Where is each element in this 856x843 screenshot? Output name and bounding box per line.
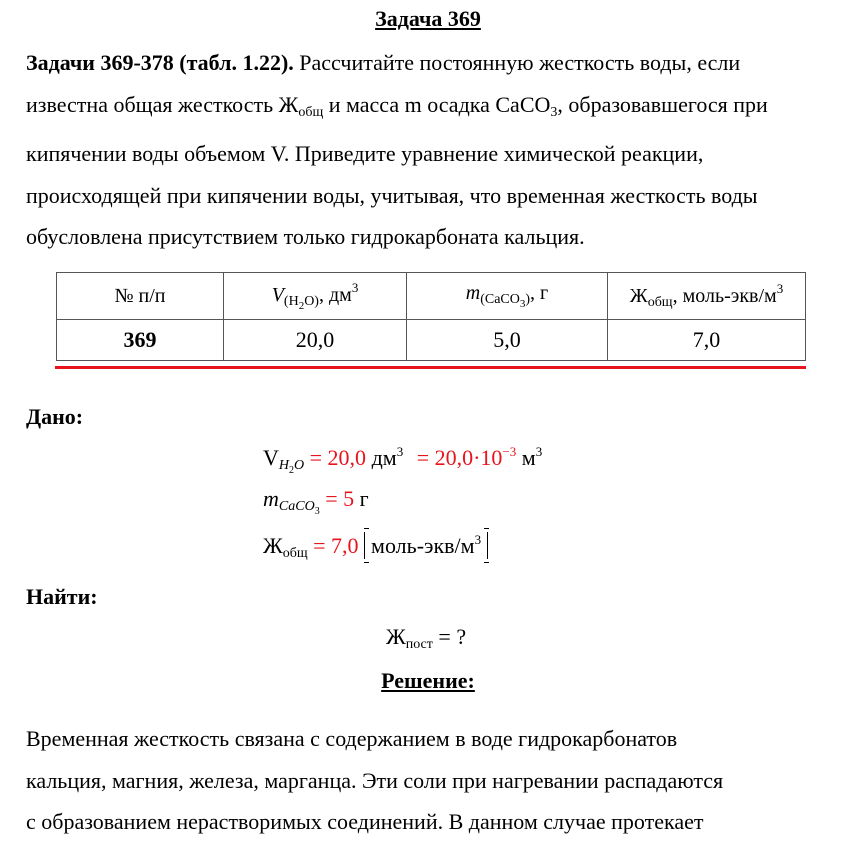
cell-volume: 20,0 <box>224 320 407 361</box>
table-row <box>57 320 806 361</box>
solution-heading: Решение: <box>381 668 475 693</box>
given-mass-formula: $m_{CaCO3} = 5$ г <box>263 486 369 517</box>
given-heading: Дано: <box>26 404 84 429</box>
given-volume-formula: $V_{H2O} = 20,0$ $дм^3 = 20,0\cdot 10^{-3}$ $м^3$ <box>263 444 543 476</box>
header-mass: $m_{(CaCO3)}$, г <box>407 273 608 320</box>
unit-bracket: моль-$экв/м^3$ <box>364 532 488 559</box>
cell-mass: 5,0 <box>407 320 608 361</box>
cell-hardness: 7,0 <box>608 320 806 361</box>
data-table <box>56 272 806 361</box>
page-title: Задача 369 <box>375 6 481 31</box>
table-header-row <box>57 273 806 320</box>
solution-text: Временная жесткость связана с содержанием в воде гидрокарбонатов кальция, магния, железа, марганца. Эти соли при нагревании распадаются с образованием нерастворимых соединений. В данном случае протекает <box>26 726 724 834</box>
task-statement: Задачи 369-378 (табл. 1.22). Рассчитайте постоянную жесткость воды, если известна общая жесткость $Ж_{общ}$ и масса m осадка CaCO$_3$, образовавшегося при кипячении воды объемом V. Приведите уравнение химической реакции, происходящей при кипячении воды, учитывая, что временная жесткость воды обусловлена присутствием только гидрокарбоната кальция. <box>26 50 768 249</box>
cell-num: 369 <box>57 320 224 361</box>
header-hardness: $Ж_{общ}$, моль-$экв/м^3$ <box>608 273 806 320</box>
header-num: № п/п <box>57 273 224 320</box>
given-hardness-formula: $Ж_{общ} = 7,0$ моль-$экв/м^3$ <box>263 532 488 562</box>
header-volume: $V_{(H2O)}$, $дм^3$ <box>224 273 407 320</box>
find-formula: $Ж_{пост}$ = ? <box>386 624 467 652</box>
task-number-label: Задачи 369-378 (табл. 1.22). <box>26 50 294 75</box>
find-heading: Найти: <box>26 584 98 609</box>
table-underline <box>55 366 806 369</box>
